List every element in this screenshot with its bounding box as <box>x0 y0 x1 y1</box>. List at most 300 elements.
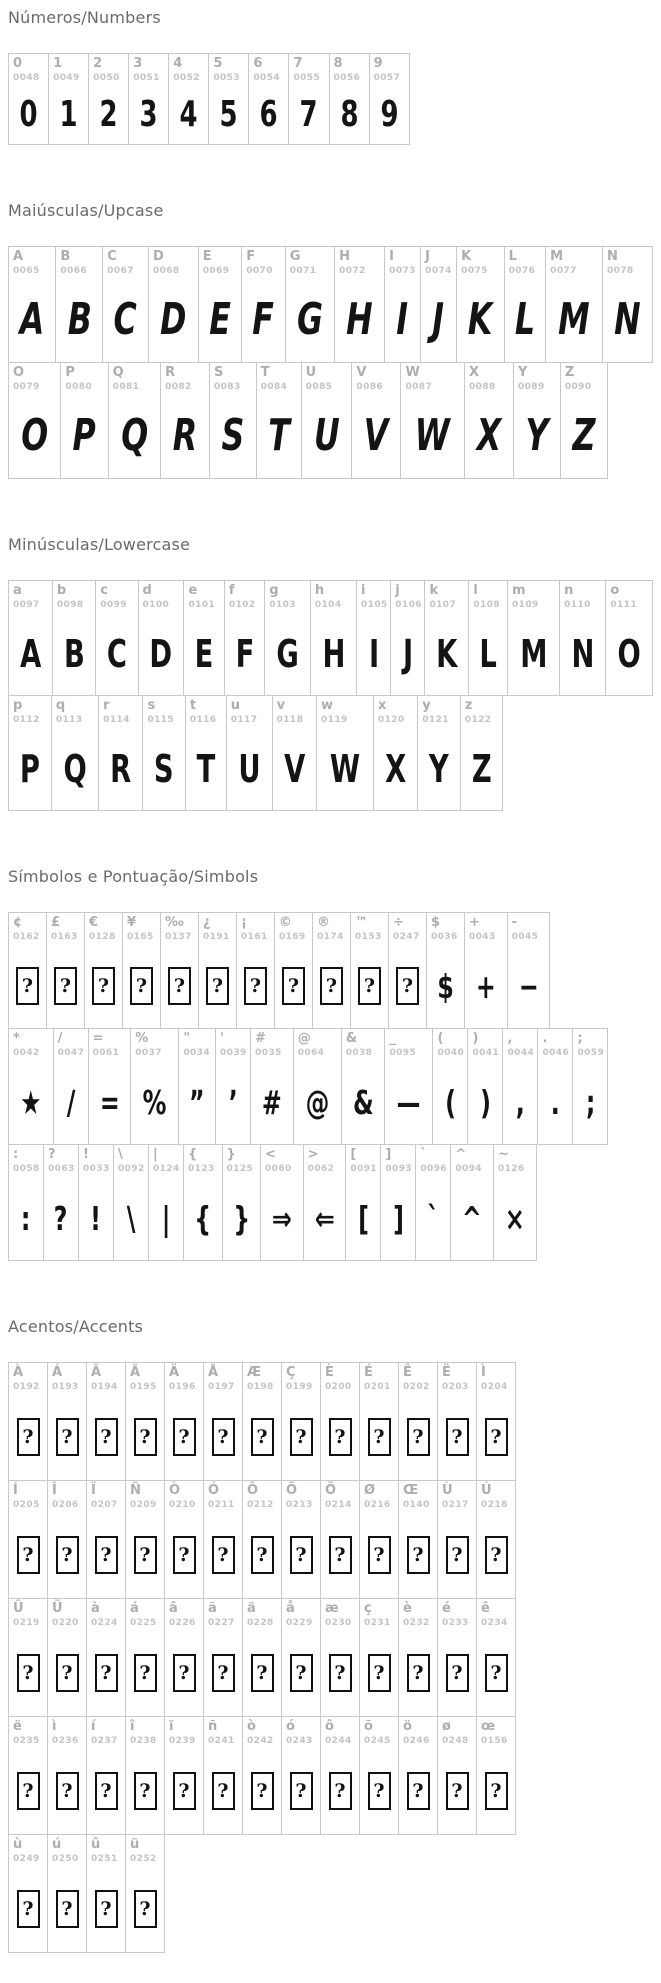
glyph-area <box>321 1758 359 1834</box>
cell-unicode-code: 0090 <box>564 381 592 392</box>
cell-character-label: { <box>188 1147 198 1162</box>
cell-header <box>96 581 137 622</box>
glyph-cell <box>8 1028 54 1145</box>
cell-header <box>416 1145 450 1186</box>
cell-character-label: 1 <box>53 56 63 71</box>
cell-header <box>9 913 46 954</box>
glyph-cell <box>272 695 317 811</box>
cell-unicode-code: 0074 <box>425 265 452 276</box>
glyph-area <box>52 737 98 810</box>
cell-header <box>399 1599 437 1640</box>
glyph-area <box>149 288 198 362</box>
cell-header <box>9 247 55 288</box>
glyph-area <box>243 1640 281 1716</box>
glyph-row <box>8 1144 653 1261</box>
glyph-preview: . <box>550 1082 560 1122</box>
missing-glyph-box-icon: ? <box>17 1418 40 1456</box>
cell-header <box>165 1599 203 1640</box>
cell-character-label: u <box>230 698 240 713</box>
glyph-area <box>416 1186 450 1260</box>
glyph-preview: 0 <box>19 93 38 135</box>
missing-glyph-box-icon: ? <box>92 967 115 1005</box>
glyph-cell <box>281 1362 321 1481</box>
cell-unicode-code: 0056 <box>333 72 361 83</box>
cell-character-label: Ü <box>52 1601 63 1616</box>
glyph-preview: ⇐ <box>314 1198 335 1238</box>
cell-header <box>313 913 350 954</box>
glyph-preview: ^ <box>462 1198 483 1238</box>
cell-unicode-code: 0044 <box>507 1047 535 1058</box>
cell-unicode-code: 0156 <box>481 1735 508 1746</box>
glyph-preview: × <box>504 1198 525 1238</box>
cell-character-label: Î <box>52 1483 57 1498</box>
cell-unicode-code: 0067 <box>107 265 134 276</box>
glyph-row <box>8 1362 653 1481</box>
cell-header <box>9 363 60 404</box>
section-title: Símbolos e Pontuação/Simbols <box>8 867 259 886</box>
glyph-cell <box>341 1028 386 1145</box>
missing-glyph-box-icon: ? <box>134 1418 157 1456</box>
cell-character-label: T <box>260 365 270 380</box>
cell-header <box>126 1835 164 1876</box>
glyph-cell <box>281 1598 321 1717</box>
glyph-preview: W <box>329 746 361 791</box>
cell-header <box>109 363 160 404</box>
cell-header <box>251 1029 293 1070</box>
glyph-cell <box>203 1716 243 1835</box>
cell-character-label: 8 <box>333 56 343 71</box>
cell-unicode-code: 0091 <box>350 1163 377 1174</box>
cell-header <box>48 1599 86 1640</box>
glyph-preview: T <box>196 746 216 791</box>
glyph-area <box>87 1876 125 1952</box>
cell-unicode-code: 0085 <box>305 381 333 392</box>
glyph-preview: W <box>415 410 451 461</box>
cell-character-label: ] <box>385 1147 392 1162</box>
glyph-area <box>457 288 503 362</box>
missing-glyph-box-icon: ? <box>17 1772 40 1810</box>
cell-header <box>103 247 148 288</box>
cell-header <box>184 1145 222 1186</box>
glyph-preview: 5 <box>219 93 238 135</box>
glyph-cell <box>168 53 209 145</box>
glyph-preview: I <box>396 294 409 345</box>
cell-header <box>169 54 208 95</box>
cell-character-label: & <box>345 1031 358 1046</box>
cell-character-label: G <box>289 249 301 264</box>
cell-character-label: S <box>213 365 224 380</box>
cell-character-label: ? <box>48 1147 56 1162</box>
missing-glyph-box-icon: ? <box>16 967 39 1005</box>
glyph-row <box>8 53 653 145</box>
cell-header <box>89 1029 131 1070</box>
glyph-preview: ★ <box>20 1082 42 1122</box>
cell-character-label: @ <box>297 1031 311 1046</box>
glyph-area <box>103 288 148 362</box>
cell-character-label: ) <box>472 1031 479 1046</box>
cell-character-label: m <box>512 583 526 598</box>
cell-unicode-code: 0094 <box>455 1163 482 1174</box>
cell-character-label: : <box>13 1147 19 1162</box>
cell-character-label: O <box>13 365 25 380</box>
glyph-area <box>9 404 60 478</box>
glyph-area <box>204 1758 242 1834</box>
cell-character-label: h <box>314 583 325 598</box>
glyph-cell <box>108 362 161 479</box>
missing-glyph-box-icon: ? <box>446 1654 469 1692</box>
missing-glyph-box-icon: ? <box>368 1418 391 1456</box>
cell-character-label: , <box>507 1031 513 1046</box>
cell-unicode-code: 0075 <box>461 265 488 276</box>
cell-header <box>149 1145 183 1186</box>
cell-character-label: Ñ <box>130 1483 141 1498</box>
glyph-cell <box>359 1598 399 1717</box>
missing-glyph-box-icon: ? <box>368 1772 391 1810</box>
cell-header <box>282 1599 320 1640</box>
glyph-area <box>503 1070 537 1144</box>
cell-character-label: Ù <box>442 1483 453 1498</box>
glyph-cell <box>47 1716 87 1835</box>
glyph-area <box>225 622 264 695</box>
cell-header <box>469 581 507 622</box>
glyph-area <box>321 1522 359 1598</box>
cell-character-label: L <box>508 249 517 264</box>
cell-header <box>87 1481 125 1522</box>
glyph-cell <box>46 912 85 1029</box>
cell-header <box>273 696 316 737</box>
cell-unicode-code: 0051 <box>133 72 160 83</box>
cell-unicode-code: 0194 <box>91 1381 118 1392</box>
glyph-area <box>165 1758 203 1834</box>
glyph-cell <box>47 1598 87 1717</box>
glyph-preview: 1 <box>59 93 78 135</box>
glyph-cell <box>359 1716 399 1835</box>
cell-unicode-code: 0227 <box>208 1617 235 1628</box>
glyph-cell <box>198 246 243 363</box>
cell-unicode-code: 0239 <box>169 1735 196 1746</box>
cell-header <box>53 581 95 622</box>
cell-unicode-code: 0195 <box>130 1381 157 1392</box>
glyph-cell <box>242 1598 282 1717</box>
cell-character-label: õ <box>364 1719 373 1734</box>
cell-header <box>99 696 142 737</box>
cell-header <box>425 581 468 622</box>
glyph-area <box>216 1070 250 1144</box>
glyph-cell <box>102 246 149 363</box>
cell-header <box>89 54 128 95</box>
glyph-grid <box>8 246 653 479</box>
missing-glyph-box-icon: ? <box>130 967 153 1005</box>
missing-glyph-box-icon: ? <box>251 1772 274 1810</box>
cell-unicode-code: 0191 <box>203 931 230 942</box>
cell-unicode-code: 0198 <box>247 1381 274 1392</box>
cell-unicode-code: 0034 <box>183 1047 210 1058</box>
glyph-area <box>9 1758 47 1834</box>
cell-character-label: x <box>377 698 387 713</box>
missing-glyph-box-icon: ? <box>168 967 191 1005</box>
glyph-cell <box>86 1716 126 1835</box>
glyph-cell <box>125 1834 165 1953</box>
cell-unicode-code: 0113 <box>55 714 83 725</box>
missing-glyph-box-icon: ? <box>290 1536 313 1574</box>
glyph-cell <box>467 1028 503 1145</box>
cell-header <box>514 363 560 404</box>
glyph-cell <box>293 1028 342 1145</box>
glyph-preview: ? <box>54 1198 68 1238</box>
glyph-cell <box>84 912 123 1029</box>
cell-unicode-code: 0246 <box>403 1735 430 1746</box>
cell-unicode-code: 0120 <box>377 714 405 725</box>
cell-header <box>494 1145 536 1186</box>
cell-header <box>9 1029 53 1070</box>
cell-character-label: n <box>564 583 574 598</box>
cell-unicode-code: 0062 <box>307 1163 335 1174</box>
cell-character-label: % <box>135 1031 149 1046</box>
cell-header <box>48 1835 86 1876</box>
cell-header <box>56 247 102 288</box>
glyph-cell <box>122 912 161 1029</box>
glyph-preview: J <box>402 631 413 676</box>
glyph-area <box>9 1186 43 1260</box>
glyph-area <box>357 622 390 695</box>
cell-character-label: 7 <box>293 56 303 71</box>
cell-header <box>438 1481 476 1522</box>
cell-unicode-code: 0068 <box>152 265 180 276</box>
cell-unicode-code: 0099 <box>100 599 127 610</box>
cell-header <box>237 913 274 954</box>
glyph-area <box>9 1070 53 1144</box>
glyph-cell <box>164 1362 204 1481</box>
glyph-cell <box>8 1716 48 1835</box>
cell-header <box>210 363 256 404</box>
cell-unicode-code: 0219 <box>13 1617 40 1628</box>
glyph-cell <box>113 1144 149 1261</box>
section-title: Acentos/Accents <box>8 1317 144 1336</box>
cell-character-label: á <box>130 1601 139 1616</box>
cell-character-label: À <box>13 1365 24 1380</box>
glyph-area <box>469 622 507 695</box>
glyph-area <box>243 1522 281 1598</box>
cell-header <box>317 696 373 737</box>
cell-character-label: g <box>269 583 279 598</box>
cell-character-label: ì <box>52 1719 57 1734</box>
glyph-area <box>44 1186 78 1260</box>
glyph-cell <box>51 695 99 811</box>
glyph-cell <box>183 1144 223 1261</box>
cell-character-label: 3 <box>133 56 143 71</box>
glyph-area <box>139 622 184 695</box>
glyph-area <box>546 288 602 362</box>
cell-unicode-code: 0140 <box>403 1499 430 1510</box>
glyph-cell <box>320 1716 360 1835</box>
glyph-preview: ( <box>445 1082 456 1122</box>
cell-unicode-code: 0058 <box>13 1163 40 1174</box>
cell-unicode-code: 0076 <box>508 265 536 276</box>
glyph-area <box>438 1640 476 1716</box>
cell-header <box>427 913 464 954</box>
cell-header <box>126 1481 164 1522</box>
cell-header <box>223 1145 261 1186</box>
cell-unicode-code: 0121 <box>422 714 449 725</box>
cell-unicode-code: 0225 <box>130 1617 157 1628</box>
cell-header <box>374 696 417 737</box>
missing-glyph-box-icon: ? <box>173 1418 196 1456</box>
glyph-cell <box>264 580 311 696</box>
glyph-area <box>399 1758 437 1834</box>
glyph-preview: X <box>385 746 407 791</box>
cell-character-label: j <box>395 583 400 598</box>
cell-character-label: * <box>13 1031 20 1046</box>
cell-character-label: P <box>65 365 75 380</box>
cell-character-label: 0 <box>13 56 23 71</box>
glyph-row <box>8 695 653 811</box>
cell-unicode-code: 0128 <box>89 931 116 942</box>
glyph-cell <box>183 580 224 696</box>
glyph-row <box>8 362 653 479</box>
cell-header <box>126 1363 164 1404</box>
cell-header <box>257 363 301 404</box>
glyph-cell <box>493 1144 537 1261</box>
glyph-cell <box>464 362 514 479</box>
missing-glyph-box-icon: ? <box>446 1536 469 1574</box>
glyph-preview: S <box>221 410 245 461</box>
cell-header <box>508 581 559 622</box>
cell-unicode-code: 0078 <box>606 265 634 276</box>
glyph-grid <box>8 912 653 1261</box>
glyph-preview: G <box>296 294 323 345</box>
cell-unicode-code: 0098 <box>56 599 84 610</box>
glyph-area <box>421 288 456 362</box>
cell-header <box>123 913 160 954</box>
cell-unicode-code: 0234 <box>481 1617 508 1628</box>
glyph-cell <box>8 1480 48 1599</box>
glyph-cell <box>350 912 389 1029</box>
cell-unicode-code: 0161 <box>241 931 268 942</box>
cell-unicode-code: 0122 <box>464 714 492 725</box>
cell-character-label: ë <box>13 1719 22 1734</box>
cell-character-label: Å <box>208 1365 219 1380</box>
cell-character-label: ¥ <box>127 915 137 930</box>
cell-character-label: _ <box>389 1031 396 1046</box>
cell-unicode-code: 0206 <box>52 1499 79 1510</box>
glyph-area <box>425 622 468 695</box>
cell-header <box>48 1481 86 1522</box>
cell-unicode-code: 0118 <box>276 714 304 725</box>
glyph-preview: C <box>113 294 138 345</box>
cell-unicode-code: 0037 <box>135 1047 162 1058</box>
cell-header <box>477 1599 515 1640</box>
glyph-area <box>282 1404 320 1480</box>
cell-character-label: z <box>464 698 473 713</box>
glyph-cell <box>226 695 273 811</box>
missing-glyph-box-icon: ? <box>244 967 267 1005</box>
cell-header <box>61 363 107 404</box>
section-uppercase <box>8 201 653 479</box>
cell-unicode-code: 0117 <box>230 714 258 725</box>
cell-header <box>360 1717 398 1758</box>
cell-unicode-code: 0061 <box>92 1047 120 1058</box>
glyph-cell <box>60 362 108 479</box>
cell-unicode-code: 0220 <box>52 1617 79 1628</box>
glyph-cell <box>285 246 335 363</box>
glyph-area <box>47 954 84 1028</box>
glyph-preview: L <box>479 631 497 676</box>
glyph-area <box>126 1758 164 1834</box>
cell-character-label: } <box>226 1147 236 1162</box>
cell-header <box>242 247 285 288</box>
cell-character-label: Ö <box>325 1483 337 1498</box>
cell-unicode-code: 0231 <box>364 1617 391 1628</box>
missing-glyph-box-icon: ? <box>56 1654 79 1692</box>
glyph-area <box>360 1758 398 1834</box>
missing-glyph-box-icon: ? <box>134 1890 157 1928</box>
glyph-area <box>313 954 350 1028</box>
cell-header <box>179 1029 215 1070</box>
cell-unicode-code: 0229 <box>286 1617 313 1628</box>
glyph-cell <box>281 1716 321 1835</box>
glyph-area <box>438 1758 476 1834</box>
cell-header <box>457 247 503 288</box>
cell-header <box>357 581 390 622</box>
glyph-area <box>179 1070 215 1144</box>
cell-header <box>321 1717 359 1758</box>
glyph-area <box>9 954 46 1028</box>
glyph-row <box>8 1716 653 1835</box>
cell-unicode-code: 0212 <box>247 1499 274 1510</box>
cell-header <box>204 1363 242 1404</box>
cell-unicode-code: 0224 <box>91 1617 118 1628</box>
glyph-cell <box>415 1144 451 1261</box>
cell-character-label: Û <box>13 1601 24 1616</box>
cell-unicode-code: 0124 <box>153 1163 180 1174</box>
missing-glyph-box-icon: ? <box>407 1654 430 1692</box>
cell-unicode-code: 0041 <box>472 1047 500 1058</box>
cell-unicode-code: 0082 <box>165 381 192 392</box>
cell-character-label: e <box>188 583 198 598</box>
cell-header <box>342 1029 385 1070</box>
cell-header <box>286 247 334 288</box>
cell-unicode-code: 0106 <box>395 599 422 610</box>
glyph-cell <box>572 1028 608 1145</box>
glyph-preview: U <box>313 410 340 461</box>
cell-unicode-code: 0169 <box>279 931 306 942</box>
cell-unicode-code: 0108 <box>473 599 500 610</box>
cell-character-label: œ <box>481 1719 496 1734</box>
missing-glyph-box-icon: ? <box>17 1536 40 1574</box>
glyph-preview: N <box>571 631 595 676</box>
glyph-preview: O <box>21 410 49 461</box>
glyph-cell <box>209 362 257 479</box>
glyph-cell <box>222 1144 262 1261</box>
glyph-area <box>243 1758 281 1834</box>
cell-header <box>161 913 198 954</box>
glyph-area <box>126 1876 164 1952</box>
glyph-area <box>204 1522 242 1598</box>
cell-character-label: q <box>55 698 66 713</box>
cell-unicode-code: 0252 <box>130 1853 157 1864</box>
glyph-preview: Q <box>120 410 148 461</box>
glyph-area <box>165 1640 203 1716</box>
glyph-cell <box>125 1716 165 1835</box>
glyph-area <box>126 1404 164 1480</box>
glyph-cell <box>432 1028 468 1145</box>
glyph-preview: X <box>476 410 502 461</box>
glyph-cell <box>203 1362 243 1481</box>
cell-character-label: C <box>107 249 117 264</box>
cell-character-label: Í <box>13 1483 18 1498</box>
glyph-area <box>165 1522 203 1598</box>
glyph-cell <box>78 1144 114 1261</box>
